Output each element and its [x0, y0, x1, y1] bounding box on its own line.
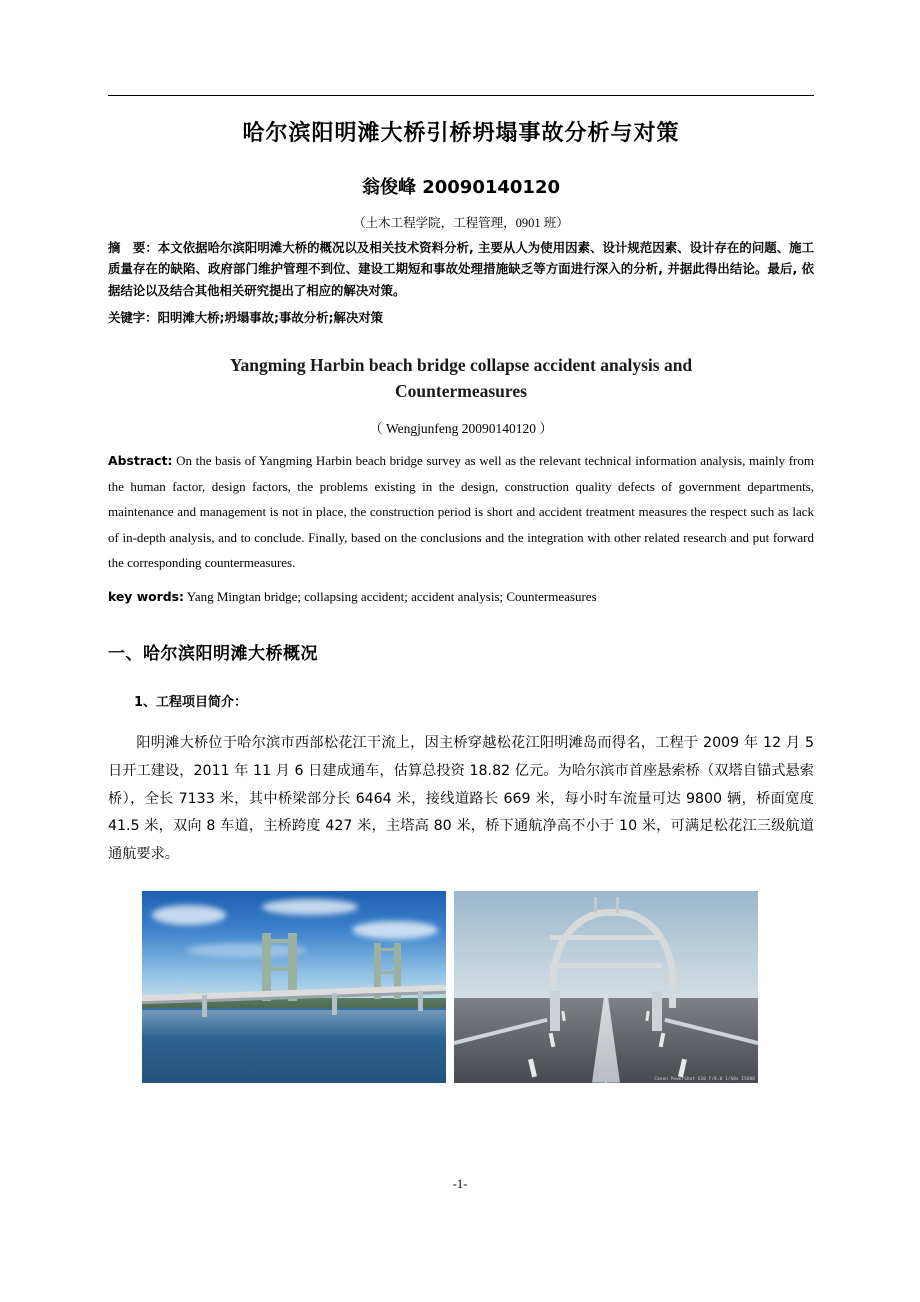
affiliation-line: （土木工程学院，工程管理，0901 班）: [353, 216, 569, 230]
figure1-cloud: [352, 921, 438, 939]
keywords-zh-text: 阳明滩大桥;坍塌事故;事故分析;解决对策: [157, 309, 384, 325]
body-paragraph-1: 阳明滩大桥位于哈尔滨市西部松花江干流上，因主桥穿越松花江阳明滩岛而得名，工程于 2009 年 12 月 5 日开工建设，2011 年 11 月 6 日建成通车，估算总投资 18.82 亿元。为哈尔滨市首座悬索桥（双塔自锚式悬索桥），全长 7133 米，其中桥梁部分长 6464 米，接线道路长 669 米，每小时车流量可达 9800 辆，桥面宽度 41.5 米，双向 8 车道，主桥跨度 427 米，主塔高 80 米，桥下通航净高不小于 10 米，可满足松花江三级航道通航要求。: [108, 735, 814, 862]
keywords-zh-label: 关键字：: [108, 309, 158, 325]
title-en-line2: Countermeasures: [395, 381, 527, 402]
page-content: [108, 0, 814, 1083]
abstract-zh: [108, 237, 814, 301]
figure2-arch-crossbeam: [550, 963, 662, 968]
author-en-line: （ Wengjunfeng 20090140120 ）: [369, 421, 553, 437]
figure2-tower-leg: [550, 991, 560, 1031]
page-number: -1-: [452, 1177, 468, 1191]
figure2-mast: [616, 897, 619, 913]
keywords-en-text: Yang Mingtan bridge; collapsing accident; accident analysis; Countermeasures: [183, 589, 597, 605]
figure1-pier: [332, 993, 337, 1015]
figure1-tower-crossbeam: [262, 939, 295, 943]
author-line: 翁俊峰 20090140120: [361, 177, 561, 198]
subsection-heading-1: 1、工程项目简介：: [134, 695, 248, 711]
figure2-mast: [594, 897, 597, 913]
figure-bridge-roadway: [454, 891, 758, 1083]
figure1-tower-crossbeam: [374, 971, 401, 974]
figure2-camera-caption: Canon PowerShot G10 F/8.0 1/60s ISO80: [654, 1075, 755, 1081]
abstract-zh-label: 摘 要：: [108, 240, 158, 255]
figure1-pier: [202, 995, 207, 1017]
figure1-cloud: [262, 899, 358, 915]
figure1-pier: [418, 991, 423, 1011]
title-en-line1: Yangming Harbin beach bridge collapse accident analysis and: [229, 354, 693, 375]
abstract-en-text: On the basis of Yangming Harbin beach bridge survey as well as the relevant technical information analysis, mainly from the human factor, design factors, the problems existing in the design, construction quality defects of government departments, maintenance and management is not in place, the construction period is short and accident treatment measures the respect such as lack of in-depth analysis, and to conclude. Finally, based on the conclusions and the integration with other related research and put forward the corresponding countermeasures.: [108, 453, 814, 570]
title-en: [108, 352, 814, 405]
figure1-tower-crossbeam: [262, 967, 295, 971]
page-title: 哈尔滨阳明滩大桥引桥坍塌事故分析与对策: [242, 121, 680, 146]
abstract-en: [108, 448, 814, 575]
figure1-tower-crossbeam: [374, 948, 401, 951]
section-heading-1: 一、哈尔滨阳明滩大桥概况: [108, 644, 318, 665]
abstract-en-label: Abstract:: [108, 453, 173, 469]
figure1-cloud: [152, 905, 226, 925]
header-rule: [108, 95, 814, 96]
figure2-tower-leg: [652, 991, 662, 1031]
keywords-en: [108, 589, 814, 605]
keywords-zh: [108, 308, 814, 326]
figure-row: [142, 891, 814, 1083]
figure-bridge-panorama: [142, 891, 446, 1083]
abstract-zh-text: 本文依据哈尔滨阳明滩大桥的概况以及相关技术资料分析, 主要从人为使用因素、设计规范因素、设计存在的问题、施工质量存在的缺陷、政府部门维护管理不到位、建设工期短和事故处理措施缺乏等方面进行深入的分析, 并据此得出结论。最后, 依据结论以及结合其他相关研究提出了相应的解决对策。: [108, 240, 815, 298]
figure1-water-reflection: [142, 1010, 446, 1037]
figure2-arch-crossbeam: [550, 935, 662, 940]
keywords-en-label: key words:: [108, 589, 184, 605]
